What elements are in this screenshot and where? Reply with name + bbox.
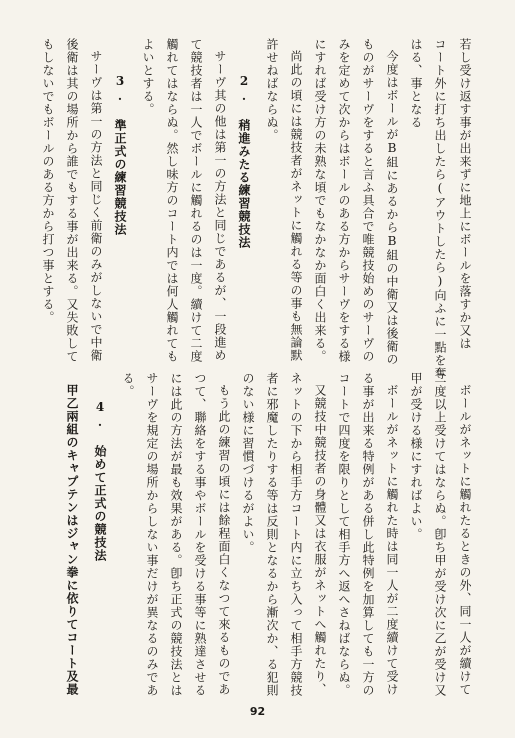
- text-column-u3: はる、事となる: [409, 38, 423, 129]
- text-column-l17: 甲乙兩組のキャプテンはジャン拳に依りてコート及最: [65, 384, 79, 696]
- text-column-u2: コート外に打ち出したら(アウトしたら)向ふに一點を奪: [433, 38, 447, 380]
- text-column-l13: には此の方法が最も效果がある。卽ち正式の競技法とは: [169, 372, 183, 697]
- text-column-u17: 後衛は其の場所から誰でもする事が出来る。又失敗して: [65, 38, 79, 363]
- text-column-u12: て競技者は一人でボールに觸れるのは一度。續けて二度: [189, 38, 203, 363]
- text-column-u18: もしないでもボールのある方から打つ事とする。: [41, 38, 55, 324]
- text-column-u11: サーヴ其の他は第一の方法と同じであるが、一段進め: [213, 50, 227, 362]
- text-column-l8: ネットの下から相手方コート内に立ち入って相手方競技: [289, 372, 303, 697]
- text-column-l7: 又競技中競技者の身體又は衣服がネットへ觸れたり、: [313, 384, 327, 696]
- text-column-l12: つて、聯絡をする事やボールを受ける事等に熟達させる: [193, 372, 207, 697]
- text-column-u8: 尚此の頃には競技者がネットに觸れる等の事も無論默: [289, 50, 303, 362]
- text-column-u1: 若し受け返す事が出来ずに地上にボールを落すか又は: [458, 38, 472, 350]
- text-column-u6: みを定めて次からはボールのある方からサーヴをする様: [337, 38, 351, 363]
- text-column-l3: 甲が受ける様にすればよい。: [409, 372, 423, 541]
- section-heading-3: 3. 準正式の練習競技法: [113, 74, 127, 236]
- text-column-u16: サーヴは第一の方法と同じく前衛のみがしないで中衛: [89, 50, 103, 362]
- text-column-l14: サーヴを規定の場所からしない事だけが異なるのみであ: [145, 372, 159, 697]
- text-column-u5: ものがサーヴをすると言ふ具合で唯競技始めのサーヴの: [361, 38, 375, 363]
- text-column-l4: ボールがネットに觸れた時は同一人が二度續けて受け: [385, 384, 399, 696]
- section-heading-4: 4. 始めて正式の競技法: [93, 400, 107, 562]
- text-column-l9: 者に邪魔したりする等は反則となるから漸次か、る犯則: [265, 372, 279, 697]
- text-column-l1: ボールがネットに觸れたるときの外、同一人が續けて: [458, 384, 472, 696]
- text-column-l11: もう此の練習の頃には餘程面白くなつて來るものであ: [217, 384, 231, 696]
- text-column-l10: のない様に習慣づけるがよい。: [241, 372, 255, 554]
- text-column-u9: 許せねばならぬ。: [265, 38, 279, 142]
- text-column-l6: コートで四度を限りとして相手方へ返へさねばならぬ。: [337, 372, 351, 697]
- text-column-u4: 今度はボールがB組にあるからB組の中衛又は後衛の: [385, 50, 399, 366]
- text-column-l5: る事が出来る特例がある併し此特例を加算しても一方の: [361, 372, 375, 697]
- text-column-l15: る。: [121, 372, 135, 398]
- text-column-l2: 二度以上受けてはならぬ。卽ち甲が受け次に乙が受け又: [433, 372, 447, 697]
- text-column-u13: 觸れてはならぬ。然し味方のコート内では何人觸れても: [165, 38, 179, 363]
- text-column-u7: にすれば受け方の未熟な頃でもなかなか面白く出来る。: [313, 38, 327, 363]
- text-column-u14: よいとする。: [141, 38, 155, 116]
- page-number: 92: [249, 705, 266, 718]
- section-heading-2: 2. 稍進みたる練習競技法: [237, 74, 251, 249]
